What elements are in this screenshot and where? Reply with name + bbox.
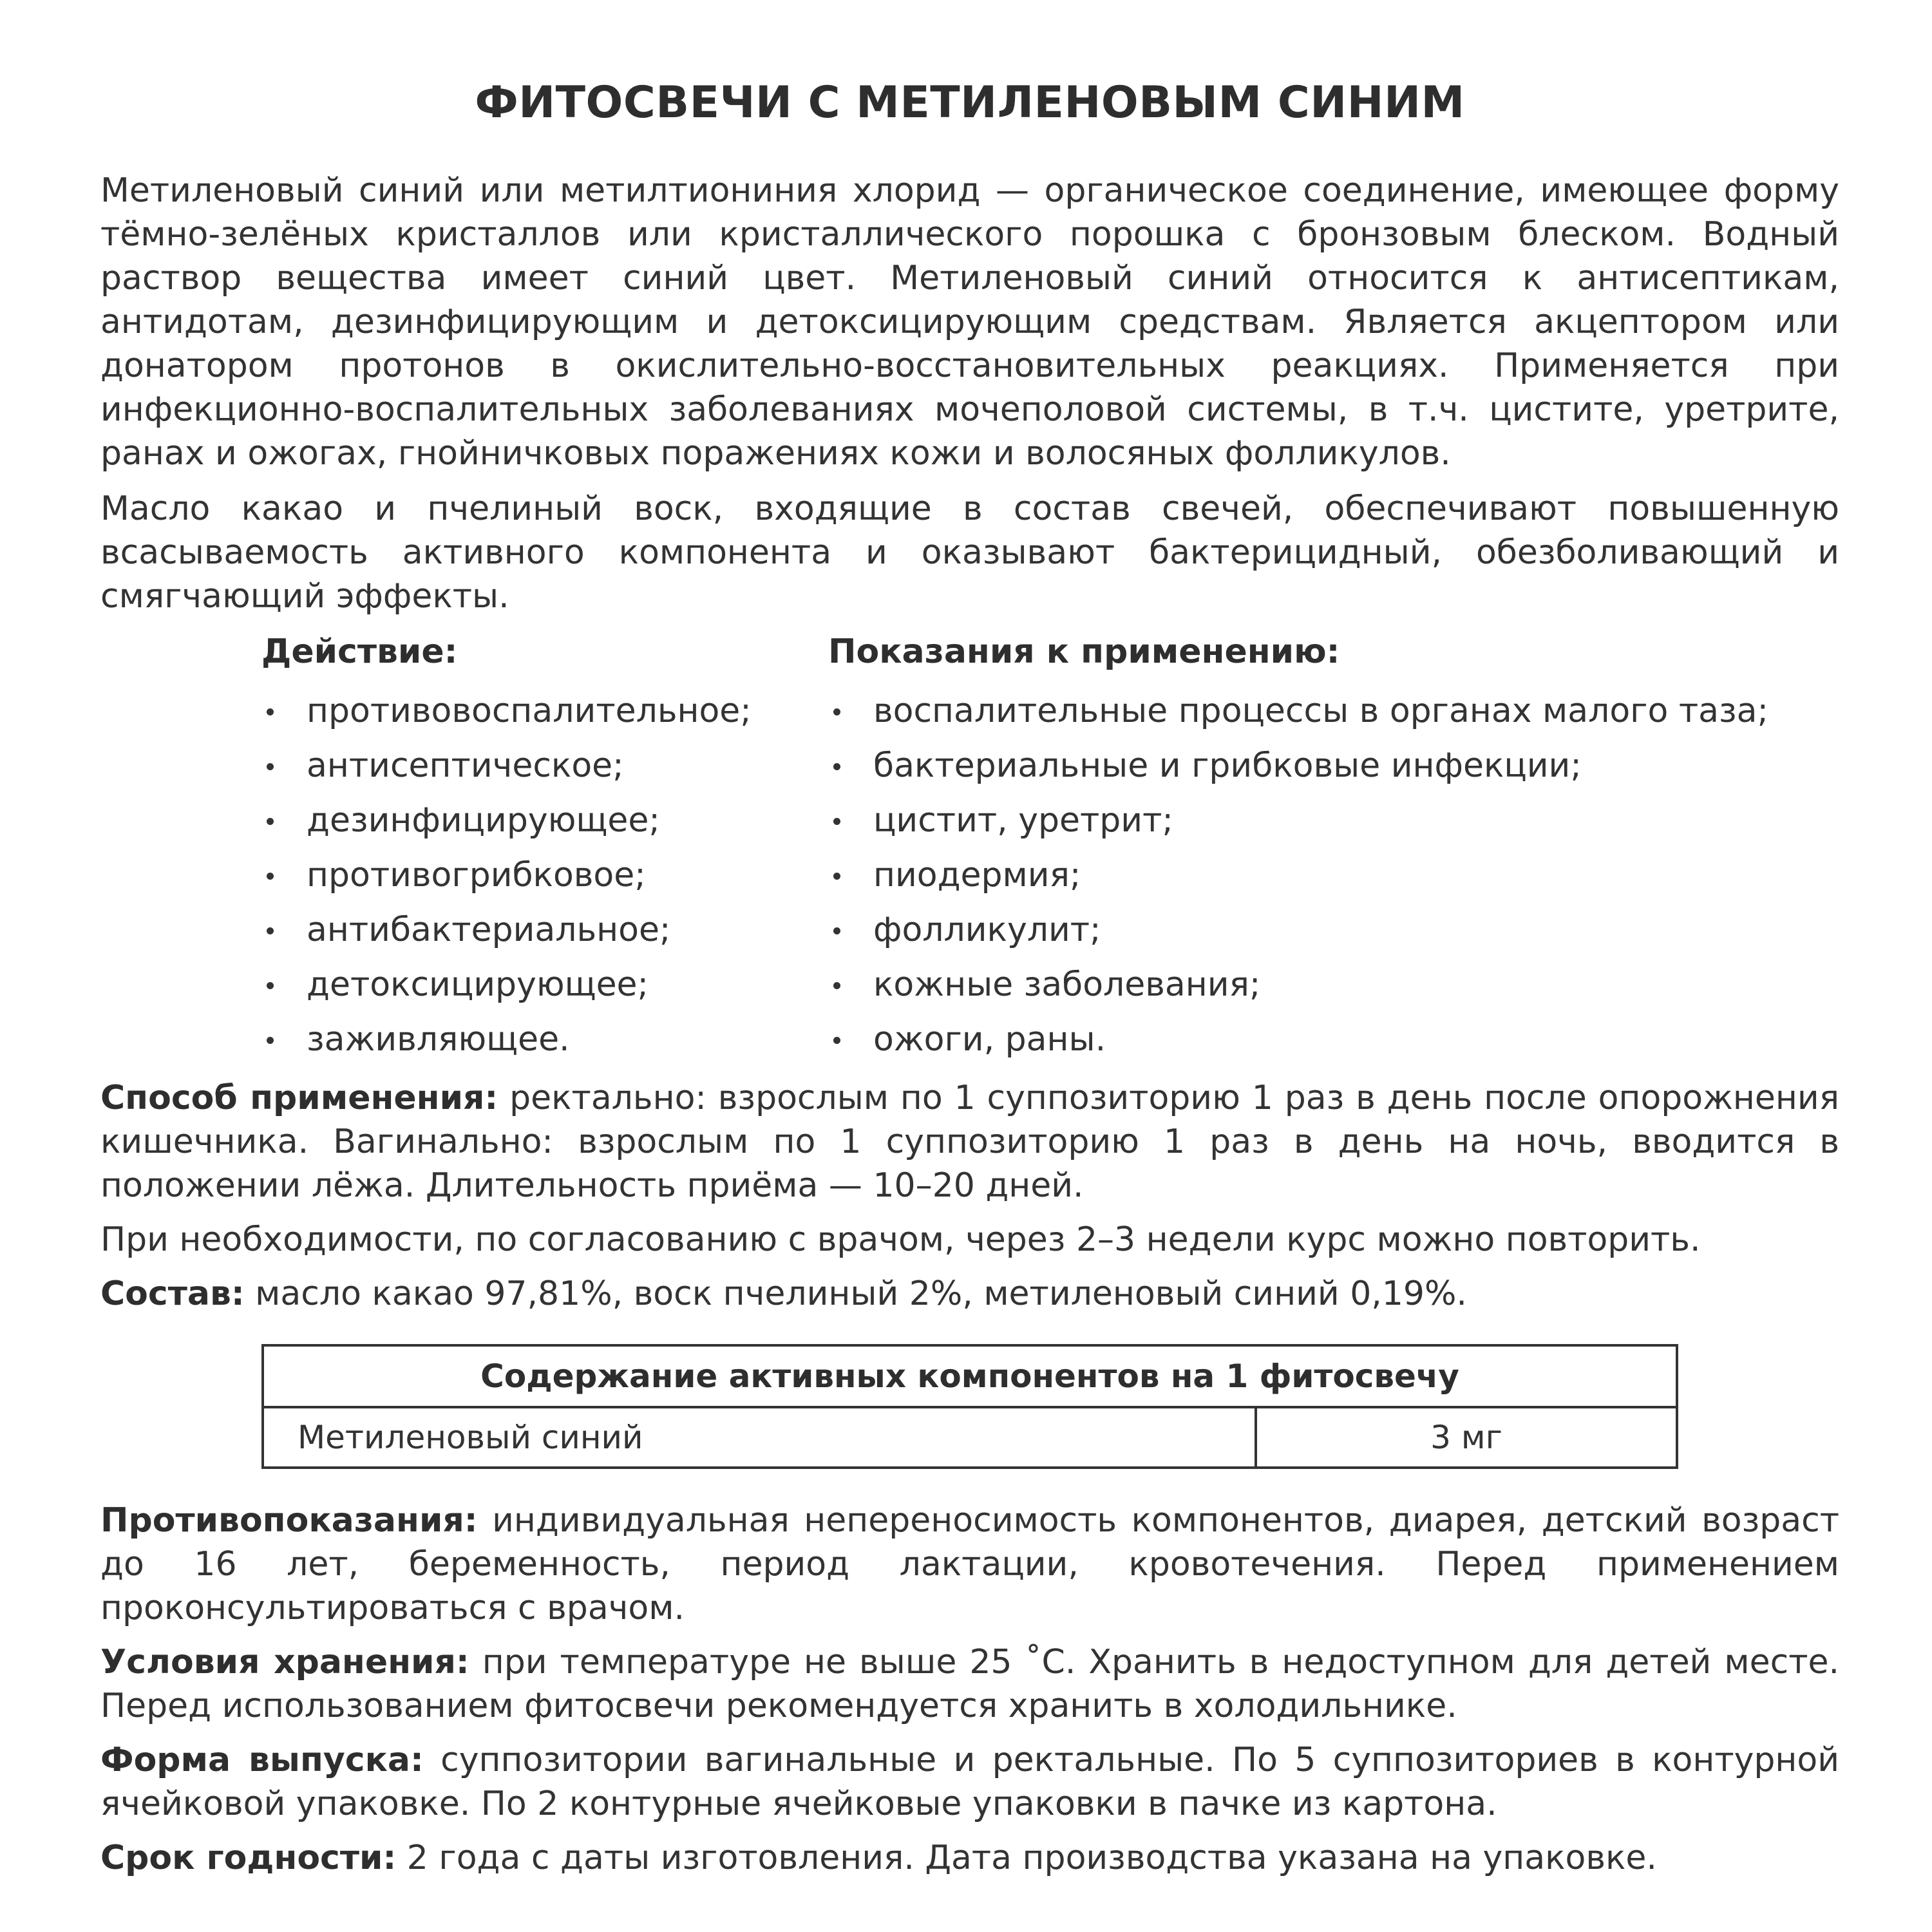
list-item: бактериальные и грибковые инфекции; <box>828 739 1839 793</box>
composition-text: масло какао 97,81%, воск пчелиный 2%, метиленовый синий 0,19%. <box>244 1274 1467 1313</box>
shelf-life-label: Срок годности: <box>100 1839 397 1877</box>
intro-paragraph-2: Масло какао и пчелиный воск, входящие в состав свечей, обеспечивают повышенную всасываемость активного компонента и оказывают бактерицидный, обезболивающий и смягчающий эффекты. <box>100 489 1839 616</box>
component-name-cell: Метиленовый синий <box>263 1407 1256 1468</box>
indications-heading: Показания к применению: <box>828 632 1340 671</box>
indications-column <box>828 630 1839 1067</box>
contraindications-paragraph <box>100 1499 1839 1630</box>
contraindications-label: Противопоказания: <box>100 1501 478 1540</box>
table-header: Содержание активных компонентов на 1 фитосвечу <box>263 1345 1677 1407</box>
shelf-life-text: 2 года с даты изготовления. Дата производства указана на упаковке. <box>396 1839 1657 1877</box>
list-item: антибактериальное; <box>261 903 828 958</box>
indications-list <box>828 684 1839 1067</box>
release-form-text: суппозитории вагинальные и ректальные. По 5 суппозиториев в контурной ячейковой упаковке. По 2 контурные ячейковые упаковки в пачке из картона. <box>100 1741 1840 1823</box>
document-page <box>100 71 1839 1880</box>
two-column-lists <box>100 630 1839 1067</box>
list-item: цистит, уретрит; <box>828 793 1839 848</box>
method-label: Способ применения: <box>100 1079 498 1117</box>
method-text: ректально: взрослым по 1 суппозиторию 1 раз в день после опорожнения кишечника. Вагинально: взрослым по 1 суппозиторию 1 раз в день на ночь, вводится в положении лёжа. Длительность приёма — 10–20 дней. <box>100 1079 1839 1205</box>
list-item: дезинфицирующее; <box>261 793 828 848</box>
composition-paragraph <box>100 1272 1839 1316</box>
bullet-icon <box>833 763 840 770</box>
list-item: заживляющее. <box>261 1012 828 1067</box>
list-item: фолликулит; <box>828 903 1839 958</box>
bullet-icon <box>267 708 274 715</box>
bullet-icon <box>833 708 840 715</box>
list-item: пиодермия; <box>828 848 1839 903</box>
composition-label: Состав: <box>100 1274 245 1313</box>
active-components-table <box>261 1344 1678 1469</box>
bullet-icon <box>833 927 840 934</box>
bullet-icon <box>833 873 840 880</box>
action-column <box>261 630 828 1067</box>
bullet-icon <box>833 818 840 825</box>
method-paragraph <box>100 1076 1839 1208</box>
bullet-icon <box>267 1037 274 1044</box>
storage-label: Условия хранения: <box>100 1643 469 1681</box>
bullet-icon <box>267 927 274 934</box>
table-row <box>263 1407 1677 1468</box>
list-item: антисептическое; <box>261 739 828 793</box>
list-item: ожоги, раны. <box>828 1012 1839 1067</box>
component-value-cell: 3 мг <box>1430 1419 1502 1456</box>
bullet-icon <box>833 1037 840 1044</box>
action-list <box>261 684 828 1067</box>
repeat-note: При необходимости, по согласованию с врачом, через 2–3 недели курс можно повторить. <box>100 1220 1701 1259</box>
storage-paragraph <box>100 1640 1839 1728</box>
action-heading: Действие: <box>261 632 458 671</box>
intro-paragraph-1: Метиленовый синий или метилтиониния хлорид — органическое соединение, имеющее форму тёмно-зелёных кристаллов или кристаллического порошка с бронзовым блеском. Водный раствор вещества имеет синий цвет. Метиленовый синий относится к антисептикам, антидотам, дезинфицирующим и детоксицирующим средствам. Является акцептором или донатором протонов в окислительно-восстановительных реакциях. Применяется при инфекционно-воспалительных заболеваниях мочеполовой системы, в т.ч. цистите, уретрите, ранах и ожогах, гнойничковых поражениях кожи и волосяных фолликулов. <box>100 171 1839 473</box>
bullet-icon <box>267 982 274 989</box>
list-item: противовоспалительное; <box>261 684 828 739</box>
list-item: воспалительные процессы в органах малого таза; <box>828 684 1839 739</box>
list-item: противогрибковое; <box>261 848 828 903</box>
list-item: детоксицирующее; <box>261 958 828 1012</box>
bullet-icon <box>833 982 840 989</box>
bullet-icon <box>267 763 274 770</box>
storage-text: при температуре не выше 25 ˚С. Хранить в недоступном для детей месте. Перед использованием фитосвечи рекомендуется хранить в холодильнике. <box>100 1643 1840 1725</box>
bullet-icon <box>267 873 274 880</box>
release-form-label: Форма выпуска: <box>100 1741 424 1779</box>
page-title: ФИТОСВЕЧИ С МЕТИЛЕНОВЫМ СИНИМ <box>475 77 1465 128</box>
bullet-icon <box>267 818 274 825</box>
contraindications-text: индивидуальная непереносимость компонентов, диарея, детский возраст до 16 лет, беременность, период лактации, кровотечения. Перед применением проконсультироваться с врачом. <box>100 1501 1839 1627</box>
list-item: кожные заболевания; <box>828 958 1839 1012</box>
shelf-life-paragraph <box>100 1836 1839 1880</box>
release-form-paragraph <box>100 1738 1839 1826</box>
table-header-row <box>263 1345 1677 1407</box>
